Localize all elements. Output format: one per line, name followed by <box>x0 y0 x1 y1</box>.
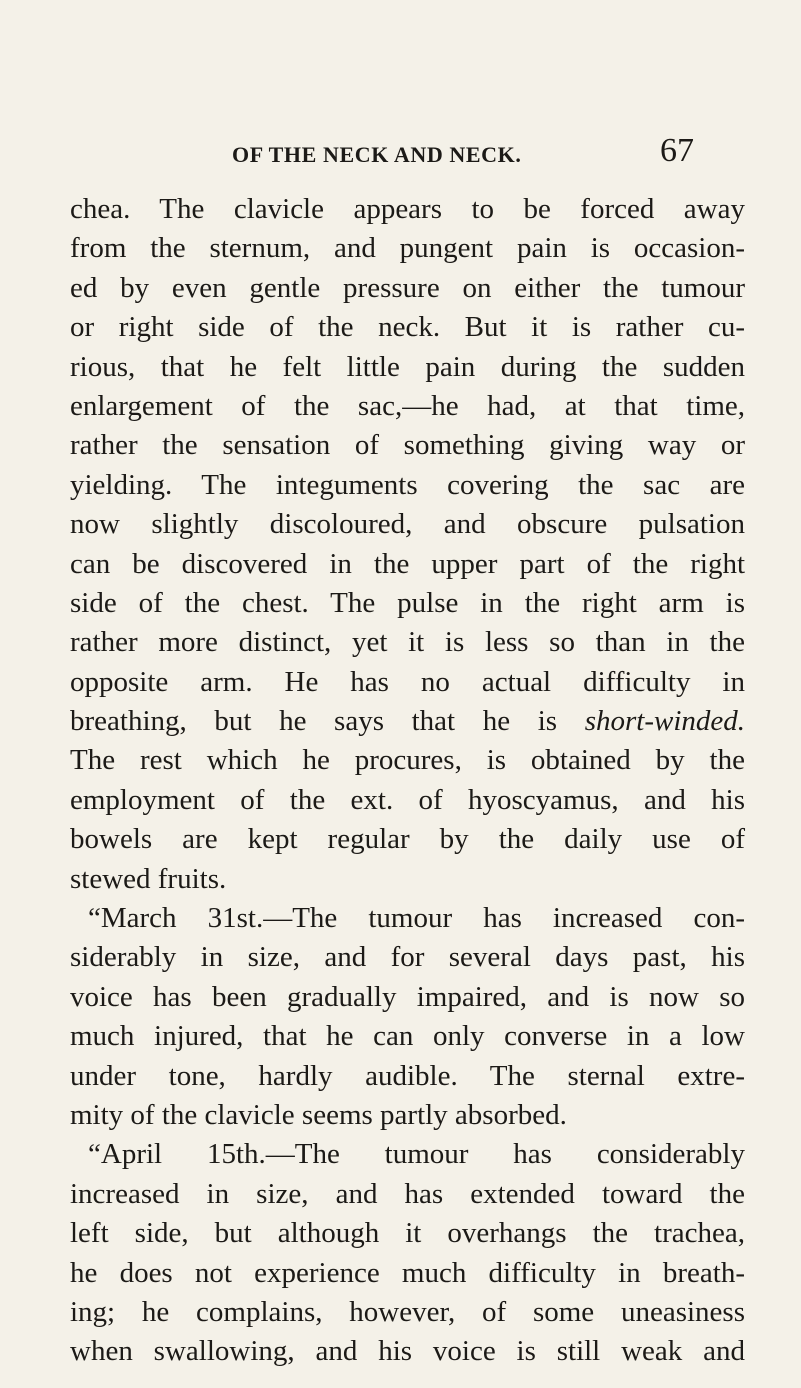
text-line: can be discovered in the upper part of the right <box>70 547 745 580</box>
text-line: employment of the ext. of hyoscyamus, and his <box>70 783 745 816</box>
italic-phrase: short-winded. <box>584 705 745 738</box>
page-number: 67 <box>660 132 694 169</box>
text-line: siderably in size, and for several days past, his <box>70 941 745 974</box>
text-line: rather more distinct, yet it is less so than in the <box>70 626 745 659</box>
text-line: opposite arm. He has no actual difficulty in <box>70 665 745 698</box>
text-line: increased in size, and has extended toward the <box>70 1177 745 1210</box>
page-header <box>0 134 801 174</box>
text-line: “April 15th.—The tumour has considerably <box>88 1138 745 1171</box>
text-line: chea. The clavicle appears to be forced away <box>70 193 745 225</box>
text-line: much injured, that he can only converse in a low <box>70 1020 745 1053</box>
text-line: when swallowing, and his voice is still weak and <box>70 1335 745 1368</box>
text-line: enlargement of the sac,—he had, at that time, <box>70 389 745 422</box>
text-line: under tone, hardly audible. The sternal extre- <box>70 1059 745 1092</box>
text-line: now slightly discoloured, and obscure pulsation <box>70 508 745 541</box>
text-line: side of the chest. The pulse in the right arm is <box>70 586 745 619</box>
text-line: stewed fruits. <box>70 862 227 895</box>
text-line: voice has been gradually impaired, and is now so <box>70 980 745 1013</box>
text-segment: breathing, but he says that he is <box>70 705 585 738</box>
text-line: left side, but although it overhangs the trachea, <box>70 1217 745 1250</box>
body-text <box>70 190 745 1372</box>
text-line: rather the sensation of something giving way or <box>70 429 745 462</box>
text-line: mity of the clavicle seems partly absorbed. <box>70 1098 567 1131</box>
text-line: “March 31st.—The tumour has increased con- <box>88 902 745 935</box>
running-head: OF THE NECK AND NECK. <box>232 142 522 167</box>
text-line <box>70 702 745 741</box>
text-line: ing; he complains, however, of some uneasiness <box>70 1295 745 1328</box>
text-line: or right side of the neck. But it is rather cu- <box>70 311 745 344</box>
text-line: yielding. The integuments covering the sac are <box>70 468 745 501</box>
text-line: ed by even gentle pressure on either the tumour <box>70 271 745 304</box>
text-line: bowels are kept regular by the daily use of <box>70 823 745 856</box>
text-line: from the sternum, and pungent pain is occasion- <box>70 232 745 265</box>
text-line: he does not experience much difficulty in breath- <box>70 1256 745 1289</box>
text-line: The rest which he procures, is obtained by the <box>70 744 745 777</box>
text-line: rious, that he felt little pain during the sudden <box>70 350 745 383</box>
